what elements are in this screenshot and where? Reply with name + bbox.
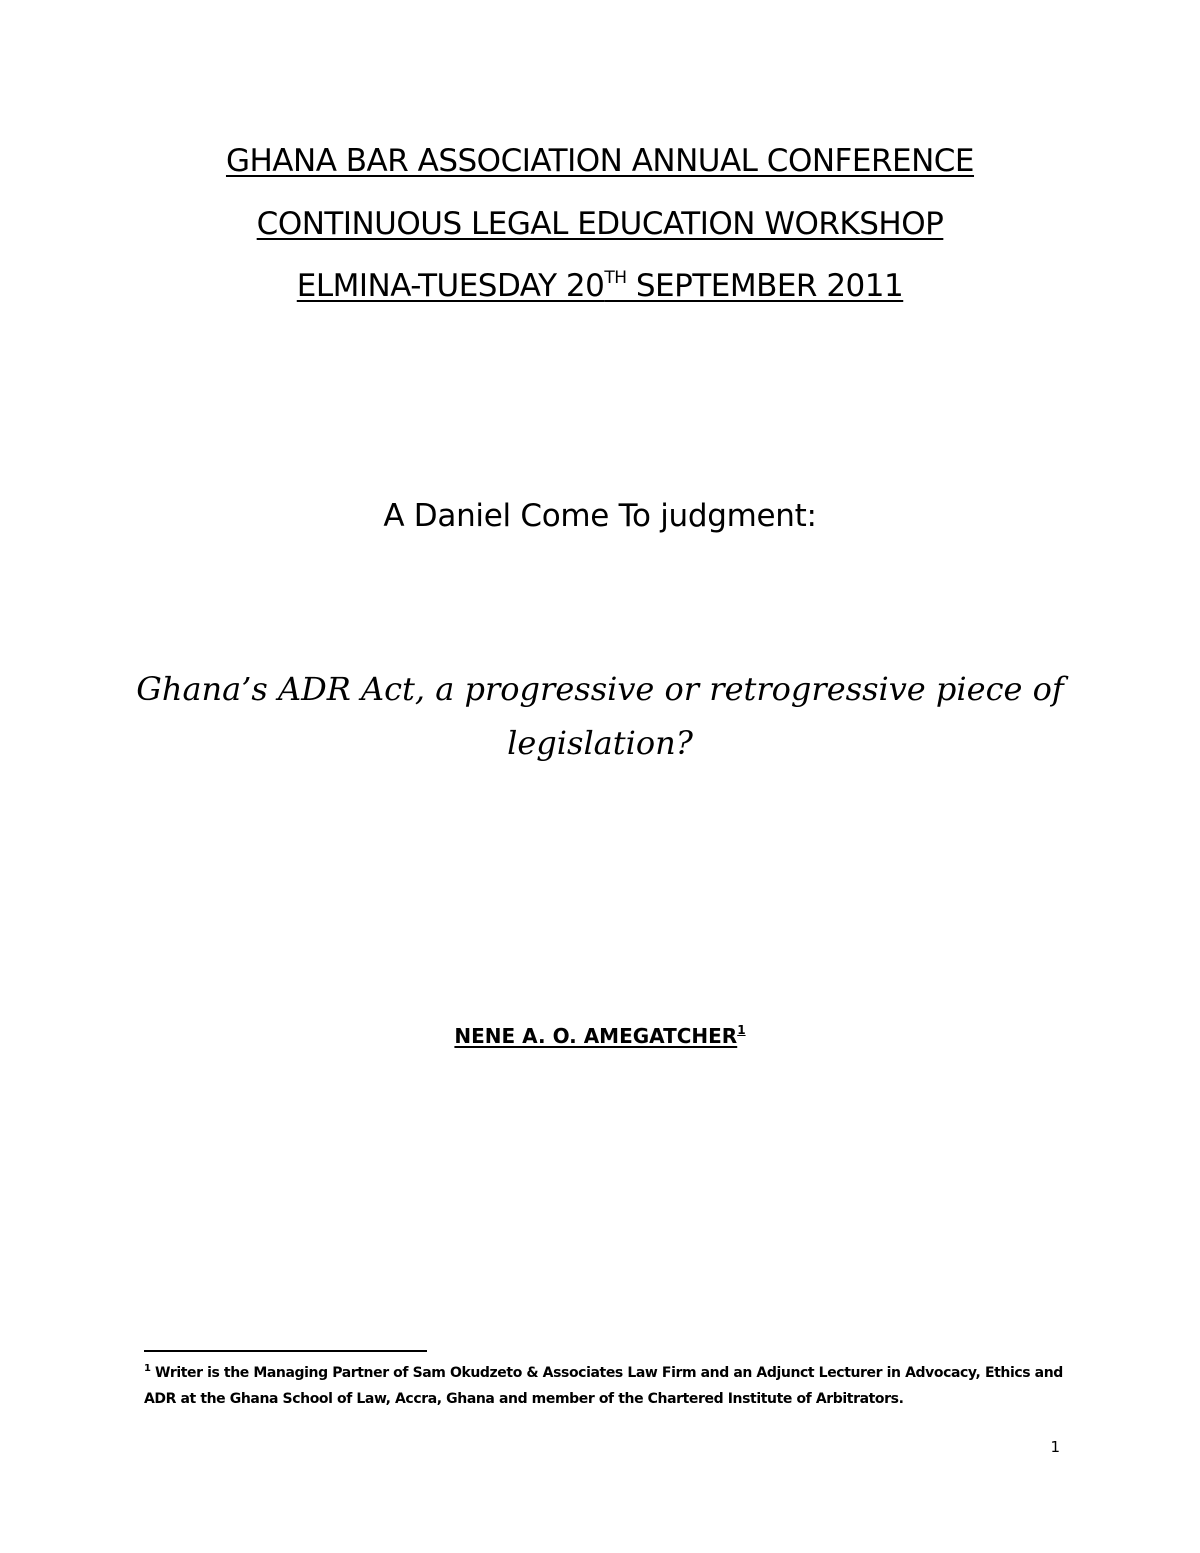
conference-heading-text: GHANA BAR ASSOCIATION ANNUAL CONFERENCE: [225, 143, 975, 179]
author-name: NENE A. O. AMEGATCHER: [454, 1024, 738, 1048]
conference-heading: [0, 143, 1200, 179]
paper-subtitle: Ghana’s ADR Act, a progressive or retrogressive piece of legislation?: [136, 670, 1064, 762]
footnote-separator: [144, 1350, 427, 1352]
workshop-heading: [0, 206, 1200, 242]
author-footnote-marker: 1: [737, 1023, 746, 1037]
page-number: 1: [1050, 1438, 1060, 1456]
footnote-text: Writer is the Managing Partner of Sam Okudzeto & Associates Law Firm and an Adjunct Lecturer in Advocacy, Ethics and ADR at the Ghana School of Law, Accra, Ghana and member of the Chartered Institute of Arbitrators.: [144, 1365, 1063, 1407]
date-heading-prefix: ELMINA-TUESDAY 20: [296, 268, 605, 304]
date-heading-suffix: SEPTEMBER 2011: [626, 268, 904, 304]
date-ordinal-superscript: TH: [604, 268, 627, 288]
footnote: [144, 1361, 1084, 1411]
author-line: [0, 1024, 1200, 1048]
footnote-marker: 1: [144, 1363, 151, 1374]
date-heading: [0, 268, 1200, 304]
paper-title: A Daniel Come To judgment:: [383, 498, 817, 534]
workshop-heading-text: CONTINUOUS LEGAL EDUCATION WORKSHOP: [256, 206, 944, 242]
